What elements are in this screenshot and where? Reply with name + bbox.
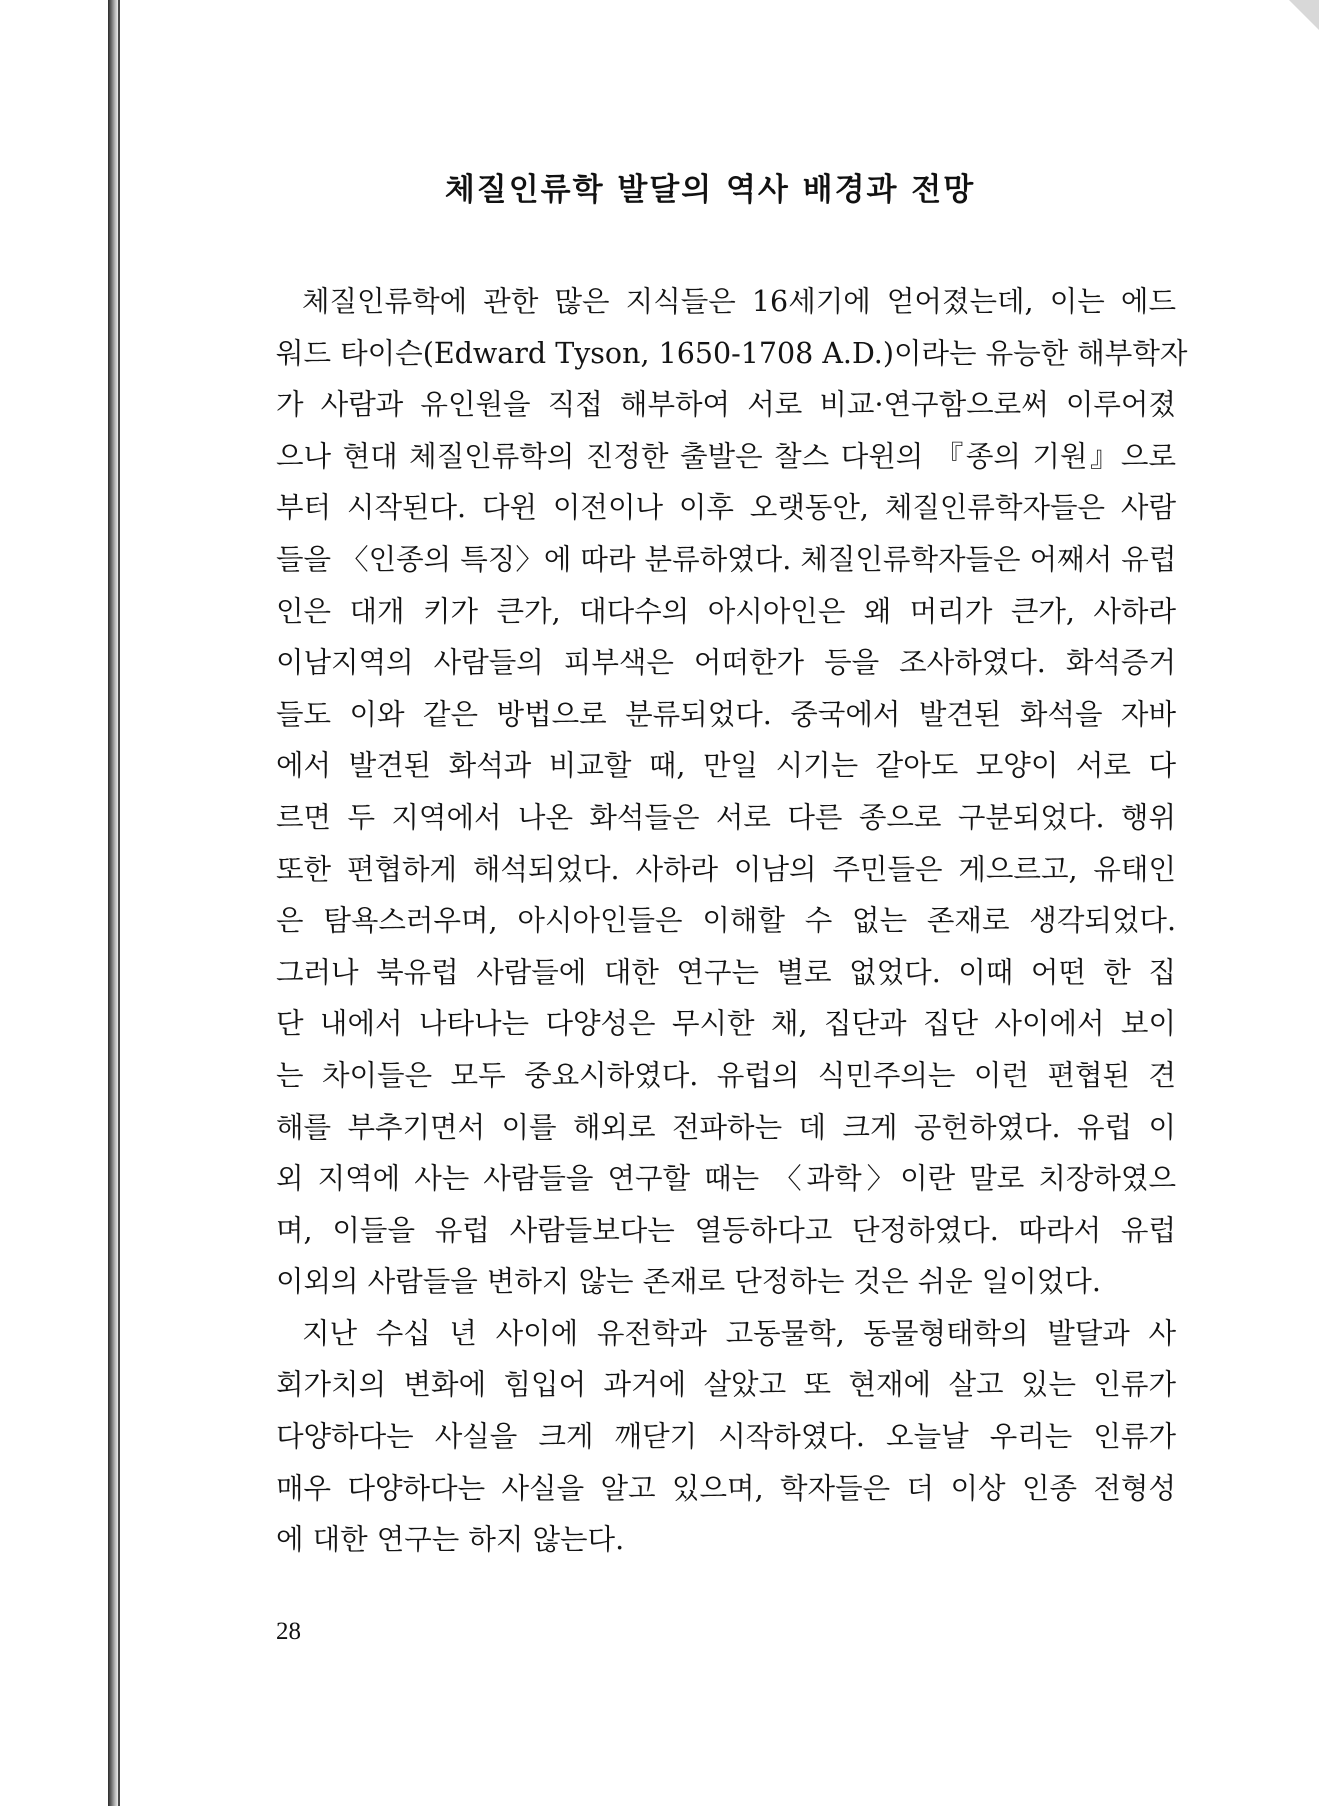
text-line: 회가치의 변화에 힘입어 과거에 살았고 또 현재에 살고 있는 인류가 <box>276 1368 1176 1402</box>
text-line: 외 지역에 사는 사람들을 연구할 때는 〈과학〉이란 말로 치장하였으 <box>276 1162 1176 1196</box>
paragraph-1 <box>276 276 1188 1308</box>
text-line: 르면 두 지역에서 나온 화석들은 서로 다른 종으로 구분되었다. 행위 <box>276 800 1176 834</box>
page-title: 체질인류학 발달의 역사 배경과 전망 <box>444 172 976 208</box>
text-line: 다양하다는 사실을 크게 깨닫기 시작하였다. 오늘날 우리는 인류가 <box>276 1420 1176 1454</box>
text-line: 인은 대개 키가 큰가, 대다수의 아시아인은 왜 머리가 큰가, 사하라 <box>276 594 1176 628</box>
page-number: 28 <box>276 1618 301 1645</box>
text-line: 부터 시작된다. 다윈 이전이나 이후 오랫동안, 체질인류학자들은 사람 <box>276 491 1176 525</box>
book-spine <box>108 0 118 1806</box>
page-corner <box>1289 0 1319 30</box>
text-line: 들도 이와 같은 방법으로 분류되었다. 중국에서 발견된 화석을 자바 <box>276 697 1176 731</box>
text-line: 이남지역의 사람들의 피부색은 어떠한가 등을 조사하였다. 화석증거 <box>276 646 1176 680</box>
text-line: 에서 발견된 화석과 비교할 때, 만일 시기는 같아도 모양이 서로 다 <box>276 749 1176 783</box>
text-line: 그러나 북유럽 사람들에 대한 연구는 별로 없었다. 이때 어떤 한 집 <box>276 955 1176 989</box>
text-line: 단 내에서 나타나는 다양성은 무시한 채, 집단과 집단 사이에서 보이 <box>276 1007 1176 1041</box>
text-line: 체질인류학에 관한 많은 지식들은 16세기에 얻어졌는데, 이는 에드 <box>302 285 1176 318</box>
text-line: 은 탐욕스러우며, 아시아인들은 이해할 수 없는 존재로 생각되었다. <box>276 904 1176 938</box>
text-line: 지난 수십 년 사이에 유전학과 고동물학, 동물형태학의 발달과 사 <box>302 1316 1176 1350</box>
text-line: 며, 이들을 유럽 사람들보다는 열등하다고 단정하였다. 따라서 유럽 <box>276 1213 1176 1247</box>
text-line: 가 사람과 유인원을 직접 해부하여 서로 비교·연구함으로써 이루어졌 <box>276 388 1176 422</box>
text-line: 또한 편협하게 해석되었다. 사하라 이남의 주민들은 게으르고, 유태인 <box>276 852 1176 886</box>
body-text <box>276 276 1188 1566</box>
text-line: 매우 다양하다는 사실을 알고 있으며, 학자들은 더 이상 인종 전형성 <box>276 1471 1176 1505</box>
text-line: 해를 부추기면서 이를 해외로 전파하는 데 크게 공헌하였다. 유럽 이 <box>276 1110 1176 1144</box>
text-line: 는 차이들은 모두 중요시하였다. 유럽의 식민주의는 이런 편협된 견 <box>276 1058 1176 1092</box>
text-line: 으나 현대 체질인류학의 진정한 출발은 찰스 다윈의 『종의 기원』으로 <box>276 439 1176 473</box>
text-line: 워드 타이슨(Edward Tyson, 1650-1708 A.D.)이라는 유능한 해부학자 <box>276 336 1188 370</box>
text-line: 들을 〈인종의 특징〉에 따라 분류하였다. 체질인류학자들은 어째서 유럽 <box>276 542 1177 576</box>
paragraph-2 <box>276 1308 1176 1566</box>
text-line: 이외의 사람들을 변하지 않는 존재로 단정하는 것은 쉬운 일이었다. <box>276 1265 1101 1299</box>
text-line: 에 대한 연구는 하지 않는다. <box>276 1523 625 1557</box>
